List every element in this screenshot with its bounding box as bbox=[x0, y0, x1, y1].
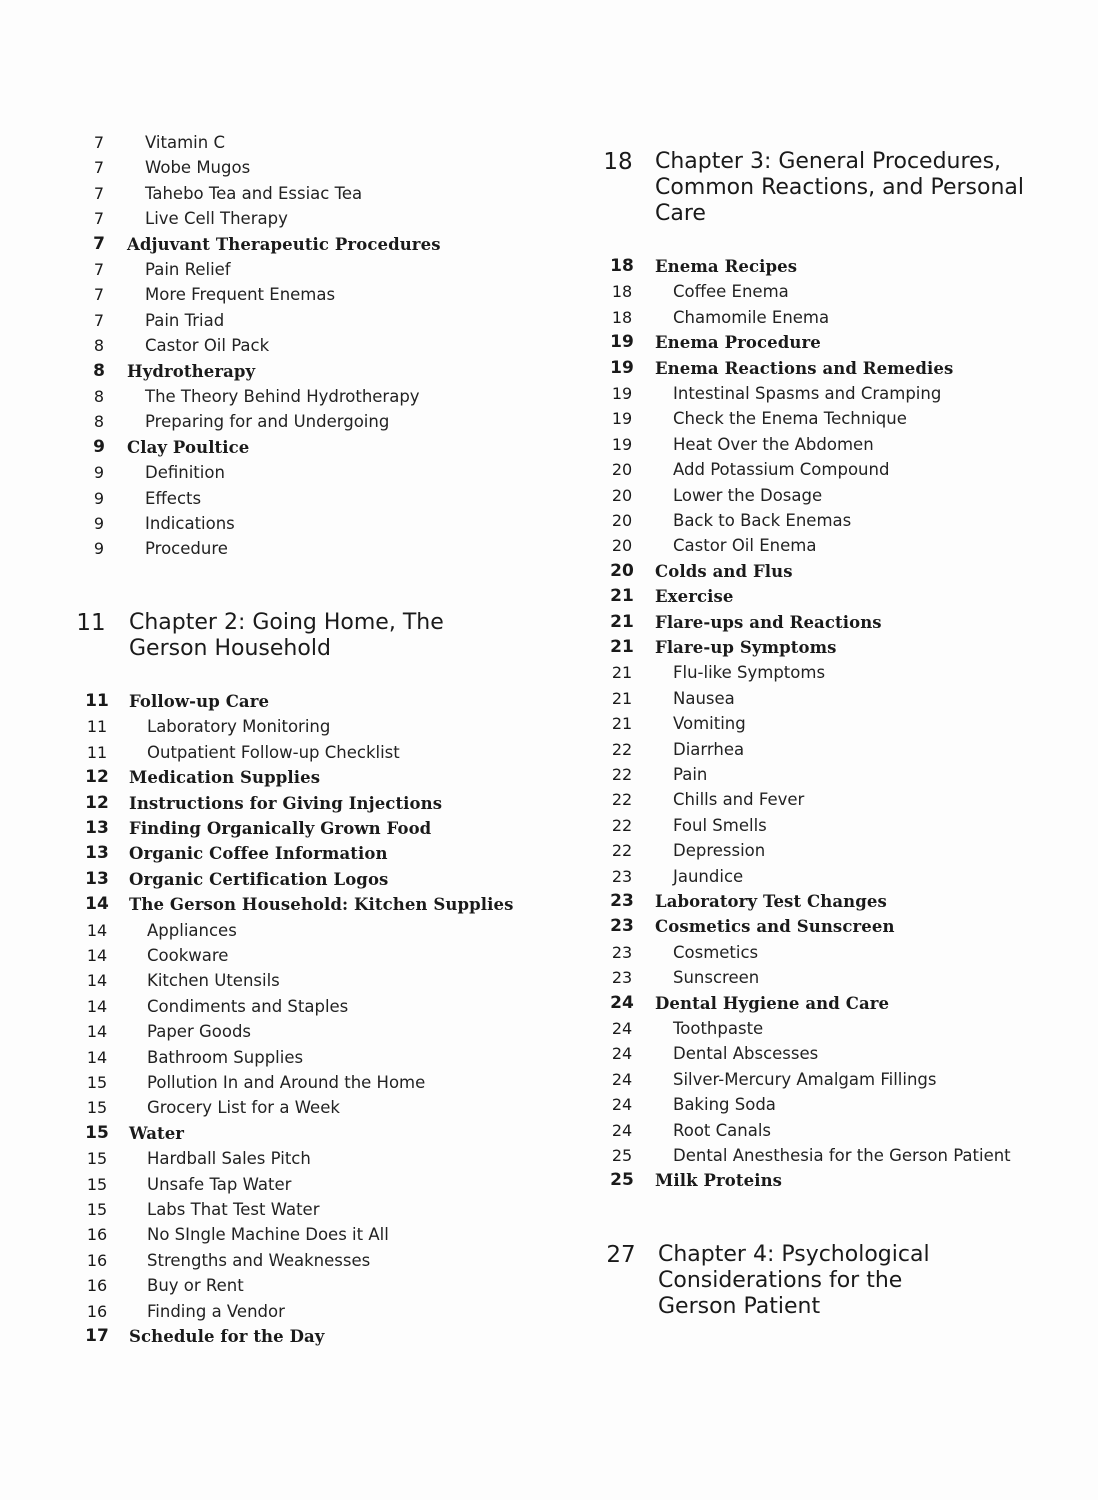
entry-title: The Gerson Household: Kitchen Supplies bbox=[129, 895, 514, 915]
chapter-title bbox=[129, 610, 539, 662]
toc-subentry bbox=[0, 994, 549, 1019]
entry-title: Pain Triad bbox=[145, 310, 225, 330]
page-number: 7 bbox=[93, 260, 105, 279]
entry-title: Outpatient Follow-up Checklist bbox=[147, 742, 400, 762]
entry-title: Cosmetics and Sunscreen bbox=[655, 917, 895, 937]
entry-title: Enema Procedure bbox=[655, 333, 821, 353]
toc-subentry bbox=[0, 1045, 549, 1070]
entry-title: Flu-like Symptoms bbox=[673, 663, 826, 683]
entry-title: Kitchen Utensils bbox=[147, 971, 280, 991]
page-number: 15 bbox=[86, 1149, 108, 1169]
page-number: 9 bbox=[93, 539, 105, 559]
toc-subentry bbox=[0, 1019, 549, 1044]
entry-title: Check the Enema Technique bbox=[673, 409, 907, 429]
entry-title: Flare-ups and Reactions bbox=[655, 612, 882, 632]
page-number: 9 bbox=[93, 436, 105, 457]
entry-title: Dental Anesthesia for the Gerson Patient bbox=[673, 1146, 1011, 1165]
entry-title: Diarrhea bbox=[673, 739, 745, 759]
page-number: 16 bbox=[86, 1301, 108, 1321]
page-number: 13 bbox=[85, 818, 109, 838]
toc-heading-entry bbox=[549, 356, 1098, 381]
entry-title: Buy or Rent bbox=[147, 1276, 244, 1296]
toc-subentry bbox=[0, 257, 549, 282]
toc-subentry bbox=[0, 206, 549, 231]
page-number: 20 bbox=[611, 460, 633, 480]
chapter-title-line: Chapter 4: Psychological bbox=[658, 1242, 930, 1267]
page-number: 23 bbox=[610, 916, 634, 937]
page-number: 22 bbox=[611, 739, 633, 759]
toc-heading-entry bbox=[0, 816, 549, 841]
page-number: 7 bbox=[93, 133, 105, 152]
entry-title: Heat Over the Abdomen bbox=[673, 434, 874, 454]
page-number: 16 bbox=[86, 1225, 108, 1245]
toc-subentry bbox=[0, 1273, 549, 1298]
toc-subentry bbox=[549, 1041, 1098, 1066]
page-number: 19 bbox=[611, 409, 633, 429]
entry-title: Laboratory Test Changes bbox=[655, 892, 887, 911]
page-number: 8 bbox=[93, 360, 105, 381]
page-number: 21 bbox=[611, 688, 633, 708]
entry-title: Laboratory Monitoring bbox=[147, 717, 331, 737]
entry-title: Depression bbox=[673, 841, 766, 861]
toc-heading-entry bbox=[549, 889, 1098, 914]
page-number: 17 bbox=[85, 1326, 109, 1346]
entry-title: Wobe Mugos bbox=[145, 158, 251, 178]
entry-title: Coffee Enema bbox=[673, 282, 789, 302]
toc-subentry bbox=[0, 181, 549, 206]
entry-title: Vitamin C bbox=[145, 133, 225, 152]
page-number: 18 bbox=[611, 307, 633, 327]
toc-subentry bbox=[0, 943, 549, 968]
toc-heading-entry bbox=[0, 841, 549, 866]
entry-title: Procedure bbox=[145, 539, 228, 559]
toc-heading-entry bbox=[0, 791, 549, 816]
toc-subentry bbox=[549, 711, 1098, 736]
entry-title: Strengths and Weaknesses bbox=[147, 1250, 371, 1270]
chapter-title-line: Chapter 2: Going Home, The bbox=[129, 610, 444, 635]
page-number: 18 bbox=[611, 282, 633, 302]
entry-title: Nausea bbox=[673, 688, 735, 708]
toc-subentry bbox=[549, 406, 1098, 431]
toc-subentry bbox=[0, 714, 549, 739]
chapter-page-number: 11 bbox=[76, 610, 106, 636]
entry-title: Definition bbox=[145, 463, 225, 483]
entry-title: No SIngle Machine Does it All bbox=[147, 1225, 389, 1245]
entry-title: Appliances bbox=[147, 920, 237, 940]
entry-title: Bathroom Supplies bbox=[147, 1047, 304, 1067]
page-number: 13 bbox=[85, 843, 109, 864]
toc-heading-entry bbox=[549, 559, 1098, 584]
toc-subentry bbox=[0, 384, 549, 409]
page-number: 14 bbox=[85, 894, 109, 915]
entry-title: Add Potassium Compound bbox=[673, 460, 890, 480]
page-number: 7 bbox=[93, 209, 105, 229]
entry-title: Tahebo Tea and Essiac Tea bbox=[145, 183, 363, 203]
toc-heading-entry bbox=[0, 765, 549, 790]
page-number: 21 bbox=[610, 637, 634, 657]
entry-title: Flare-up Symptoms bbox=[655, 638, 837, 657]
chapter-title bbox=[655, 149, 1095, 227]
page-number: 25 bbox=[611, 1146, 633, 1165]
toc-subentry bbox=[0, 486, 549, 511]
toc-heading-entry bbox=[549, 254, 1098, 279]
page-number: 14 bbox=[86, 920, 108, 940]
toc-heading-entry bbox=[549, 1168, 1098, 1193]
toc-heading-entry bbox=[549, 610, 1098, 635]
page-number: 11 bbox=[85, 691, 109, 711]
page-number: 24 bbox=[611, 1044, 633, 1064]
toc-subentry bbox=[549, 533, 1098, 558]
entry-title: Colds and Flus bbox=[655, 561, 793, 581]
entry-title: Labs That Test Water bbox=[147, 1200, 320, 1219]
page-number: 23 bbox=[610, 891, 634, 911]
toc-subentry bbox=[549, 762, 1098, 787]
entry-title: Dental Hygiene and Care bbox=[655, 993, 890, 1013]
toc-heading-entry bbox=[549, 330, 1098, 355]
toc-subentry bbox=[0, 1146, 549, 1171]
entry-title: Intestinal Spasms and Cramping bbox=[673, 384, 942, 403]
page-number: 12 bbox=[85, 767, 109, 788]
page-number: 7 bbox=[93, 285, 105, 305]
toc-subentry bbox=[0, 1299, 549, 1324]
entry-title: Chills and Fever bbox=[673, 790, 805, 810]
entry-title: Clay Poultice bbox=[127, 437, 250, 457]
entry-title: Water bbox=[129, 1123, 185, 1143]
page-number: 14 bbox=[86, 971, 108, 991]
page-number: 11 bbox=[86, 742, 108, 762]
toc-subentry bbox=[549, 787, 1098, 812]
entry-title: The Theory Behind Hydrotherapy bbox=[145, 387, 420, 406]
toc-subentry bbox=[549, 483, 1098, 508]
chapter-page-number: 27 bbox=[606, 1242, 636, 1268]
toc-subentry bbox=[549, 508, 1098, 533]
page-number: 18 bbox=[610, 256, 634, 276]
page-number: 8 bbox=[93, 412, 105, 432]
page-number: 24 bbox=[611, 1120, 633, 1140]
page-number: 20 bbox=[611, 485, 633, 505]
page-number: 12 bbox=[85, 792, 109, 813]
page-number: 15 bbox=[86, 1073, 108, 1092]
page-number: 7 bbox=[93, 183, 105, 203]
entry-title: Instructions for Giving Injections bbox=[129, 793, 443, 813]
entry-title: Hardball Sales Pitch bbox=[147, 1149, 311, 1169]
page-number: 16 bbox=[86, 1276, 108, 1296]
toc-subentry bbox=[549, 737, 1098, 762]
entry-title: Adjuvant Therapeutic Procedures bbox=[127, 234, 441, 254]
entry-title: Milk Proteins bbox=[655, 1171, 783, 1191]
page-number: 23 bbox=[611, 942, 633, 962]
toc-heading-entry bbox=[0, 867, 549, 892]
toc-subentry bbox=[549, 1118, 1098, 1143]
page-number: 22 bbox=[611, 765, 633, 784]
entry-title: Effects bbox=[145, 488, 202, 508]
page-number: 9 bbox=[93, 463, 105, 483]
page-number: 15 bbox=[86, 1098, 108, 1118]
entry-title: Live Cell Therapy bbox=[145, 209, 288, 229]
page-number: 11 bbox=[86, 717, 108, 737]
entry-title: Schedule for the Day bbox=[129, 1327, 325, 1346]
page-number: 15 bbox=[86, 1200, 108, 1219]
entry-title: Follow-up Care bbox=[129, 692, 270, 711]
toc-subentry bbox=[549, 457, 1098, 482]
chapter-page-number: 18 bbox=[603, 149, 633, 175]
entry-title: More Frequent Enemas bbox=[145, 285, 336, 305]
page-number: 21 bbox=[611, 714, 633, 734]
chapter-title-line: Considerations for the bbox=[658, 1268, 903, 1293]
toc-subentry bbox=[549, 1143, 1098, 1168]
page-number: 22 bbox=[611, 841, 633, 861]
toc-subentry bbox=[549, 432, 1098, 457]
page-number: 9 bbox=[93, 488, 105, 508]
entry-title: Chamomile Enema bbox=[673, 307, 830, 327]
toc-subentry bbox=[0, 1197, 549, 1222]
toc-heading-entry bbox=[0, 232, 549, 257]
entry-title: Enema Reactions and Remedies bbox=[655, 358, 954, 378]
page-number: 20 bbox=[611, 536, 633, 556]
page-number: 7 bbox=[93, 310, 105, 330]
page-number: 14 bbox=[86, 996, 108, 1016]
toc-subentry bbox=[0, 155, 549, 180]
toc-heading-entry bbox=[549, 635, 1098, 660]
page-number: 21 bbox=[610, 611, 634, 632]
toc-heading-entry bbox=[0, 435, 549, 460]
page-number: 13 bbox=[85, 868, 109, 889]
toc-subentry bbox=[0, 308, 549, 333]
toc-subentry bbox=[549, 1092, 1098, 1117]
entry-title: Organic Coffee Information bbox=[129, 844, 388, 864]
page-number: 20 bbox=[610, 560, 634, 581]
entry-title: Castor Oil Enema bbox=[673, 536, 817, 556]
entry-title: Pain Relief bbox=[145, 260, 231, 279]
entry-title: Pain bbox=[673, 765, 708, 784]
page-number: 8 bbox=[93, 336, 105, 356]
toc-subentry bbox=[0, 511, 549, 536]
entry-title: Cosmetics bbox=[673, 942, 759, 962]
page-number: 15 bbox=[86, 1174, 108, 1194]
page-number: 22 bbox=[611, 815, 633, 835]
page-number: 20 bbox=[611, 511, 633, 530]
toc-heading-entry bbox=[0, 359, 549, 384]
entry-title: Exercise bbox=[655, 587, 734, 607]
page-number: 23 bbox=[611, 968, 633, 988]
toc-subentry bbox=[549, 381, 1098, 406]
page-number: 15 bbox=[85, 1122, 109, 1143]
page-number: 22 bbox=[611, 790, 633, 810]
toc-subentry bbox=[0, 1222, 549, 1247]
toc-heading-entry bbox=[549, 991, 1098, 1016]
toc-subentry bbox=[0, 1095, 549, 1120]
page-number: 19 bbox=[610, 357, 634, 378]
entry-title: Jaundice bbox=[673, 866, 744, 886]
toc-subentry bbox=[549, 813, 1098, 838]
chapter-title-line: Gerson Patient bbox=[658, 1294, 821, 1319]
page-number: 9 bbox=[93, 514, 105, 533]
entry-title: Castor Oil Pack bbox=[145, 336, 270, 356]
page-number: 8 bbox=[93, 387, 105, 406]
page-number: 14 bbox=[86, 1022, 108, 1042]
toc-subentry bbox=[549, 940, 1098, 965]
toc-subentry bbox=[549, 838, 1098, 863]
toc-subentry bbox=[549, 1067, 1098, 1092]
entry-title: Toothpaste bbox=[673, 1019, 764, 1038]
toc-subentry bbox=[0, 1172, 549, 1197]
entry-title: Vomiting bbox=[673, 714, 746, 734]
toc-subentry bbox=[0, 1070, 549, 1095]
page-number: 7 bbox=[93, 158, 105, 178]
page-number: 24 bbox=[611, 1069, 633, 1089]
chapter-title-line: Gerson Household bbox=[129, 636, 331, 661]
entry-title: Paper Goods bbox=[147, 1022, 252, 1042]
page-number: 24 bbox=[611, 1019, 633, 1038]
toc-subentry bbox=[549, 279, 1098, 304]
page-number: 21 bbox=[610, 586, 634, 607]
toc-subentry bbox=[549, 305, 1098, 330]
entry-title: Medication Supplies bbox=[129, 768, 321, 788]
entry-title: Condiments and Staples bbox=[147, 996, 349, 1016]
entry-title: Unsafe Tap Water bbox=[147, 1174, 292, 1194]
entry-title: Root Canals bbox=[673, 1120, 772, 1140]
entry-title: Baking Soda bbox=[673, 1095, 776, 1115]
chapter-title bbox=[658, 1242, 1088, 1320]
toc-subentry bbox=[0, 460, 549, 485]
page-number: 23 bbox=[611, 866, 633, 886]
chapter-title-line: Common Reactions, and Personal bbox=[655, 175, 1024, 200]
page-number: 19 bbox=[611, 384, 633, 403]
toc-subentry bbox=[0, 282, 549, 307]
entry-title: Silver-Mercury Amalgam Fillings bbox=[673, 1069, 937, 1089]
toc-subentry bbox=[0, 409, 549, 434]
chapter-title-line: Chapter 3: General Procedures, bbox=[655, 149, 1002, 174]
entry-title: Finding Organically Grown Food bbox=[129, 819, 432, 838]
page-number: 7 bbox=[93, 233, 105, 254]
toc-subentry bbox=[0, 536, 549, 561]
page-number: 19 bbox=[610, 332, 634, 353]
page-number: 16 bbox=[86, 1250, 108, 1270]
toc-subentry bbox=[0, 740, 549, 765]
entry-title: Cookware bbox=[147, 946, 229, 965]
toc-heading-entry bbox=[0, 892, 549, 917]
entry-title: Finding a Vendor bbox=[147, 1301, 285, 1321]
page-number: 19 bbox=[611, 434, 633, 454]
toc-heading-entry bbox=[0, 1324, 549, 1349]
page-number: 24 bbox=[611, 1095, 633, 1115]
toc-subentry bbox=[549, 1016, 1098, 1041]
entry-title: Preparing for and Undergoing bbox=[145, 412, 390, 432]
entry-title: Enema Recipes bbox=[655, 257, 798, 276]
toc-subentry bbox=[0, 968, 549, 993]
toc-heading-entry bbox=[0, 689, 549, 714]
page-number: 25 bbox=[610, 1170, 634, 1191]
page-number: 14 bbox=[86, 1047, 108, 1067]
toc-heading-entry bbox=[549, 584, 1098, 609]
toc-subentry bbox=[0, 1248, 549, 1273]
toc-subentry bbox=[0, 918, 549, 943]
entry-title: Back to Back Enemas bbox=[673, 511, 852, 530]
page-number: 14 bbox=[86, 946, 108, 965]
entry-title: Lower the Dosage bbox=[673, 485, 823, 505]
toc-subentry bbox=[0, 333, 549, 358]
entry-title: Organic Certification Logos bbox=[129, 869, 389, 889]
toc-subentry bbox=[549, 660, 1098, 685]
toc-subentry bbox=[0, 130, 549, 155]
toc-subentry bbox=[549, 864, 1098, 889]
entry-title: Sunscreen bbox=[673, 968, 760, 988]
toc-heading-entry bbox=[0, 1121, 549, 1146]
entry-title: Pollution In and Around the Home bbox=[147, 1073, 426, 1092]
page-number: 21 bbox=[611, 663, 633, 683]
toc-subentry bbox=[549, 686, 1098, 711]
entry-title: Hydrotherapy bbox=[127, 361, 256, 381]
entry-title: Grocery List for a Week bbox=[147, 1098, 340, 1118]
toc-heading-entry bbox=[549, 914, 1098, 939]
entry-title: Foul Smells bbox=[673, 815, 767, 835]
entry-title: Indications bbox=[145, 514, 235, 533]
chapter-title-line: Care bbox=[655, 201, 706, 226]
toc-subentry bbox=[549, 965, 1098, 990]
entry-title: Dental Abscesses bbox=[673, 1044, 819, 1064]
page-number: 24 bbox=[610, 992, 634, 1013]
